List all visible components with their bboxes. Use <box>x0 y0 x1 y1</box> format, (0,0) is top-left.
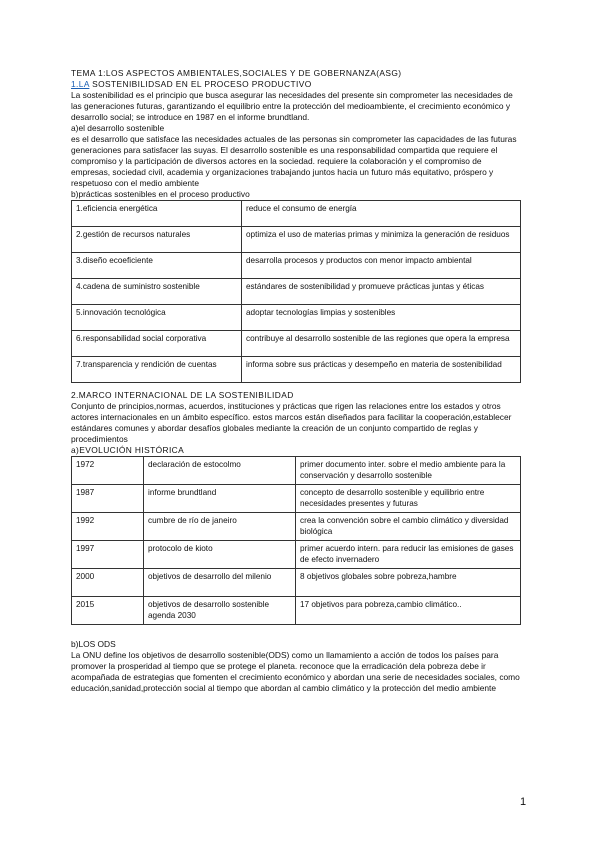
timeline-event: objetivos de desarrollo sostenible agenda 2030 <box>144 597 296 625</box>
page-number: 1 <box>520 796 527 808</box>
practice-name: 2.gestión de recursos naturales <box>72 227 242 253</box>
ods-paragraph: La ONU define los objetivos de desarrollo sostenible(ODS) como un llamamiento a acción de todos los países para promover la prosperidad al tiempo que se protege el planeta. reconoce que la erradicación dela pobreza debe ir acompañada de estrategias que fomenten el crecimiento económico y abordan una serie de necesidades sociales, como educación,sanidad,protección social al tiempo que abordan al cambio climático y la protección del medio ambiente <box>71 650 520 693</box>
practice-row <box>72 305 521 331</box>
document-page <box>71 68 521 694</box>
timeline-year: 1972 <box>72 457 144 485</box>
practice-description: desarrolla procesos y productos con menor impacto ambiental <box>242 253 521 279</box>
intro-paragraph: La sostenibilidad es el principio que busca asegurar las necesidades del presente sin comprometer las necesidades de las generaciones futuras, garantizando el equilibrio entre la protección del medioambiente, el crecimiento económico y desarrollo social; se introduce en 1987 en el informe brundtland. <box>71 90 513 122</box>
timeline-description: 8 objetivos globales sobre pobreza,hambre <box>296 569 521 597</box>
section2-intro: Conjunto de principios,normas, acuerdos, instituciones y prácticas que rigen las relaciones entre los estados y otros actores internacionales en un ámbito específico. estos marcos están diseñados para facilitar la cooperación,establecer estándares comunes y abordar desafíos globales mediante la creación de un conjunto compartido de reglas y procedimientos <box>71 401 512 444</box>
practice-description: optimiza el uso de materias primas y minimiza la generación de residuos <box>242 227 521 253</box>
practice-row <box>72 201 521 227</box>
timeline-year: 2000 <box>72 569 144 597</box>
timeline-description: primer acuerdo intern. para reducir las emisiones de gases de efecto invernadero <box>296 541 521 569</box>
timeline-year: 1992 <box>72 513 144 541</box>
practice-description: contribuye al desarrollo sostenible de las regiones que opera la empresa <box>242 331 521 357</box>
practice-name: 5.innovación tecnológica <box>72 305 242 331</box>
subheading-evolution: a)EVOLUCIÓN HISTÓRICA <box>71 445 185 455</box>
timeline-event: protocolo de kioto <box>144 541 296 569</box>
subheading-a: a)el desarrollo sostenible <box>71 123 165 133</box>
heading-text: SOSTENIBILIDSAD EN EL PROCESO PRODUCTIVO <box>89 79 312 89</box>
timeline-row <box>72 457 521 485</box>
timeline-table <box>71 456 521 625</box>
practice-name: 7.transparencia y rendición de cuentas <box>72 357 242 383</box>
timeline-row <box>72 485 521 513</box>
timeline-description: 17 objetivos para pobreza,cambio climático.. <box>296 597 521 625</box>
timeline-row <box>72 597 521 625</box>
timeline-year: 1987 <box>72 485 144 513</box>
timeline-year: 2015 <box>72 597 144 625</box>
section-heading-2: 2.MARCO INTERNACIONAL DE LA SOSTENIBILIDAD <box>71 390 294 400</box>
paragraph-a: es el desarrollo que satisface las necesidades actuales de las personas sin comprometer las capacidades de las futuras generaciones para satisfacer las suyas. El desarrollo sostenible es una responsabilidad compartida que requiere el compromiso y la participación de diversos actores en la sociedad. requiere la colaboración y el compromiso de empresas, sociedad civil, academia y organizaciones trabajando juntos hacia un futuro más equitativo, próspero y respetuoso con el medio ambiente <box>71 134 517 188</box>
topic-title: TEMA 1:LOS ASPECTOS AMBIENTALES,SOCIALES Y DE GOBERNANZA(ASG) <box>71 68 402 78</box>
timeline-description: primer documento inter. sobre el medio ambiente para la conservación y desarrollo sostenible <box>296 457 521 485</box>
practice-row <box>72 253 521 279</box>
practice-description: informa sobre sus prácticas y desempeño en materia de sostenibilidad <box>242 357 521 383</box>
practices-table <box>71 200 521 383</box>
subheading-ods: b)LOS ODS <box>71 639 116 649</box>
practice-name: 1.eficiencia energética <box>72 201 242 227</box>
timeline-event: objetivos de desarrollo del milenio <box>144 569 296 597</box>
timeline-row <box>72 513 521 541</box>
section-heading-1 <box>71 79 521 90</box>
timeline-row <box>72 569 521 597</box>
timeline-event: informe brundtland <box>144 485 296 513</box>
practice-name: 3.diseño ecoeficiente <box>72 253 242 279</box>
timeline-description: crea la convención sobre el cambio climático y diversidad biológica <box>296 513 521 541</box>
practice-name: 4.cadena de suministro sostenible <box>72 279 242 305</box>
subheading-b: b)prácticas sostenibles en el proceso productivo <box>71 189 250 199</box>
heading-link[interactable]: 1.LA <box>71 79 90 89</box>
timeline-description: concepto de desarrollo sostenible y equilibrio entre necesidades presentes y futuras <box>296 485 521 513</box>
timeline-year: 1997 <box>72 541 144 569</box>
practice-description: reduce el consumo de energía <box>242 201 521 227</box>
practice-row <box>72 331 521 357</box>
timeline-event: cumbre de río de janeiro <box>144 513 296 541</box>
practice-row <box>72 357 521 383</box>
timeline-row <box>72 541 521 569</box>
practice-name: 6.responsabilidad social corporativa <box>72 331 242 357</box>
practice-description: adoptar tecnologías limpias y sostenibles <box>242 305 521 331</box>
timeline-event: declaración de estocolmo <box>144 457 296 485</box>
practice-description: estándares de sostenibilidad y promueve prácticas juntas y éticas <box>242 279 521 305</box>
practice-row <box>72 227 521 253</box>
practice-row <box>72 279 521 305</box>
